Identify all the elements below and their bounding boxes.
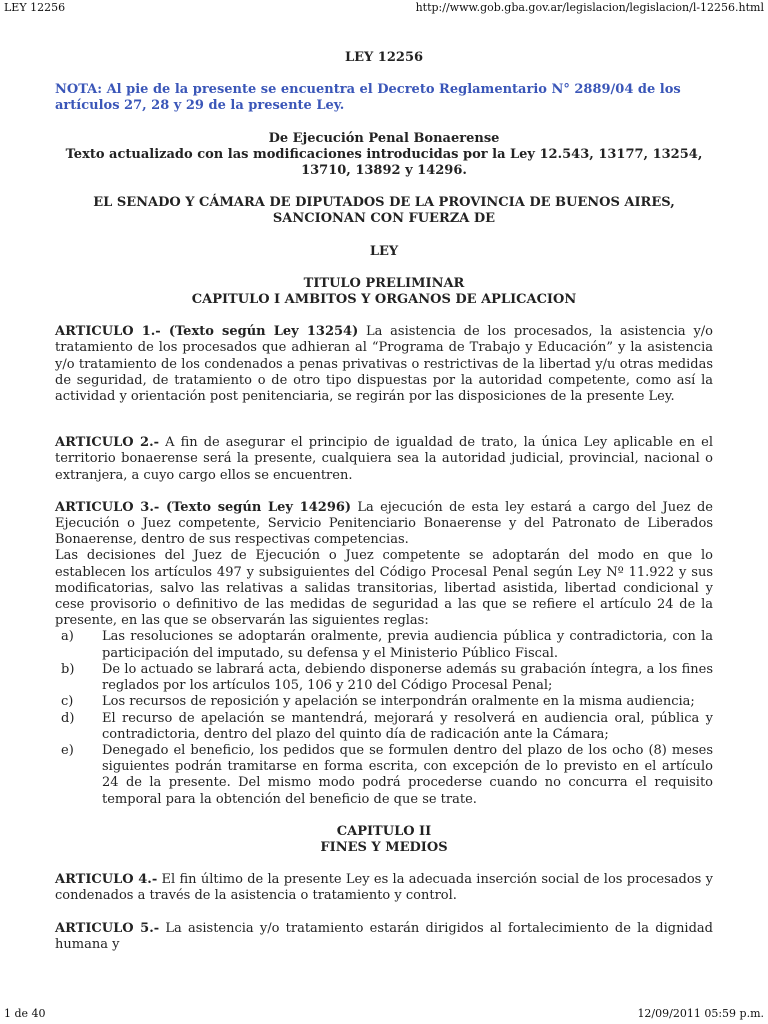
articulo-3-list [55,629,713,807]
articulo-1-body: La asistencia de los procesados, la asistencia y/o tratamiento de los procesados que adhieran al “Programa de Trabajo y Educación” y la asistencia y/o tratamiento de los condenados a penas privativas o restrictivas de la libertad y/u otras medidas de seguridad, de tratamiento o de otro tipo dispuestas por la autoridad competente, como así la actividad y orientación post penitenciaria, se regirán por las disposiciones de la presente Ley. [55,324,713,405]
header-url: http://www.gob.gba.gov.ar/legislacion/legislacion/l-12256.html [415,1,764,14]
articulo-2-head: ARTICULO 2.- [55,435,160,451]
list-item [55,743,713,808]
list-item-text: Las resoluciones se adoptarán oralmente, previa audiencia pública y contradictoria, con la participación del imputado, su defensa y el Ministerio Público Fiscal. [102,629,713,661]
articulo-3 [55,500,713,549]
header-title: LEY 12256 [4,1,66,14]
articulo-1 [55,324,713,405]
list-item [55,711,713,743]
articulo-3-head: ARTICULO 3.- (Texto según Ley 14296) [55,499,352,515]
list-item [55,694,713,710]
articulo-4-body: El fin último de la presente Ley es la adecuada inserción social de los procesados y condenados a través de la asistencia o tratamiento y control. [55,872,713,904]
articulo-4 [55,872,713,904]
law-title: LEY 12256 [344,50,424,65]
articulo-5-body: La asistencia y/o tratamiento estarán dirigidos al fortalecimiento de la dignidad humana y [55,920,713,952]
capitulo-2-heading: CAPITULO II [336,823,432,839]
chapter-2-block [55,824,713,856]
list-item-marker: e) [61,742,74,758]
articulo-3-body: La ejecución de esta ley estará a cargo del Juez de Ejecución o Juez competente, Servicio Penitenciario Bonaerense y del Patronato de Liberados Bonaerense, dentro de sus respectivas competencias. [55,499,713,548]
list-item-text: Los recursos de reposición y apelación se interpondrán oralmente en la misma audiencia; [102,694,695,710]
subtitle-ejecucion: De Ejecución Penal Bonaerense [268,130,500,146]
list-item [55,662,713,694]
print-footer [4,1007,764,1020]
articulo-4-head: ARTICULO 4.- [55,872,158,888]
articulo-2-body: A fin de asegurar el principio de igualdad de trato, la única Ley aplicable en el territorio bonaerense será la presente, cualquiera sea la autoridad judicial, provincial, nacional o extranjera, a cuyo cargo ellos se encuentren. [55,435,713,483]
titulo-preliminar: TITULO PRELIMINAR [303,275,465,291]
subtitle-block [55,131,713,180]
fines-medios-heading: FINES Y MEDIOS [320,839,448,855]
print-header [4,1,764,14]
chapter-block [55,276,713,308]
nota-link[interactable]: NOTA: Al pie de la presente se encuentra el Decreto Reglamentario N° 2889/04 de los artículos 27, 28 y 29 de la presente Ley. [55,82,681,114]
list-item-marker: a) [61,629,74,645]
articulo-2 [55,435,713,484]
articulo-1-head: ARTICULO 1.- (Texto según Ley 13254) [55,324,359,340]
print-timestamp: 12/09/2011 05:59 p.m. [637,1007,764,1020]
list-item-marker: b) [61,661,75,677]
senado-heading: EL SENADO Y CÁMARA DE DIPUTADOS DE LA PROVINCIA DE BUENOS AIRES, SANCIONAN CON FUERZA DE [93,195,675,227]
articulo-3-body-2: Las decisiones del Juez de Ejecución o Juez competente se adoptarán del modo en que lo establecen los artículos 497 y subsiguientes del Código Procesal Penal según Ley Nº 11.922 y sus modificatorias, salvo las relativas a salidas transitorias, libertad asistida, libertad condicional y cese provisorio o definitivo de las medidas de seguridad a las que se refiere el artículo 24 de la presente, en las que se observarán las siguientes reglas: [55,548,713,629]
list-item-text: De lo actuado se labrará acta, debiendo disponerse además su grabación íntegra, a los fines reglados por los artículos 105, 106 y 210 del Código Procesal Penal; [102,661,713,694]
articulo-5 [55,921,713,953]
list-item-text: Denegado el beneficio, los pedidos que se formulen dentro del plazo de los ocho (8) meses siguientes podrán tramitarse en forma escrita, con excepción de lo previsto en el artículo 24 de la presente. Del mismo modo podrá procederse cuando no concurra el requisito temporal para la obtención del beneficio de que se trate. [102,742,713,807]
subtitle-texto-actualizado: Texto actualizado con las modificaciones introducidas por la Ley 12.543, 13177, 13254, 13710, 13892 y 14296. [65,146,703,179]
list-item [55,629,713,661]
document-body [55,50,713,969]
list-item-marker: c) [61,694,74,710]
list-item-marker: d) [61,710,75,726]
page-counter: 1 de 40 [4,1007,46,1020]
articulo-5-head: ARTICULO 5.- [55,920,160,936]
capitulo-1-heading: CAPITULO I AMBITOS Y ORGANOS DE APLICACION [191,292,577,308]
list-item-text: El recurso de apelación se mantendrá, mejorará y resolverá en audiencia oral, pública y contradictoria, dentro del plazo del quinto día de radicación ante la Cámara; [102,710,713,742]
ley-heading: LEY [369,243,399,259]
senado-block [55,195,713,227]
